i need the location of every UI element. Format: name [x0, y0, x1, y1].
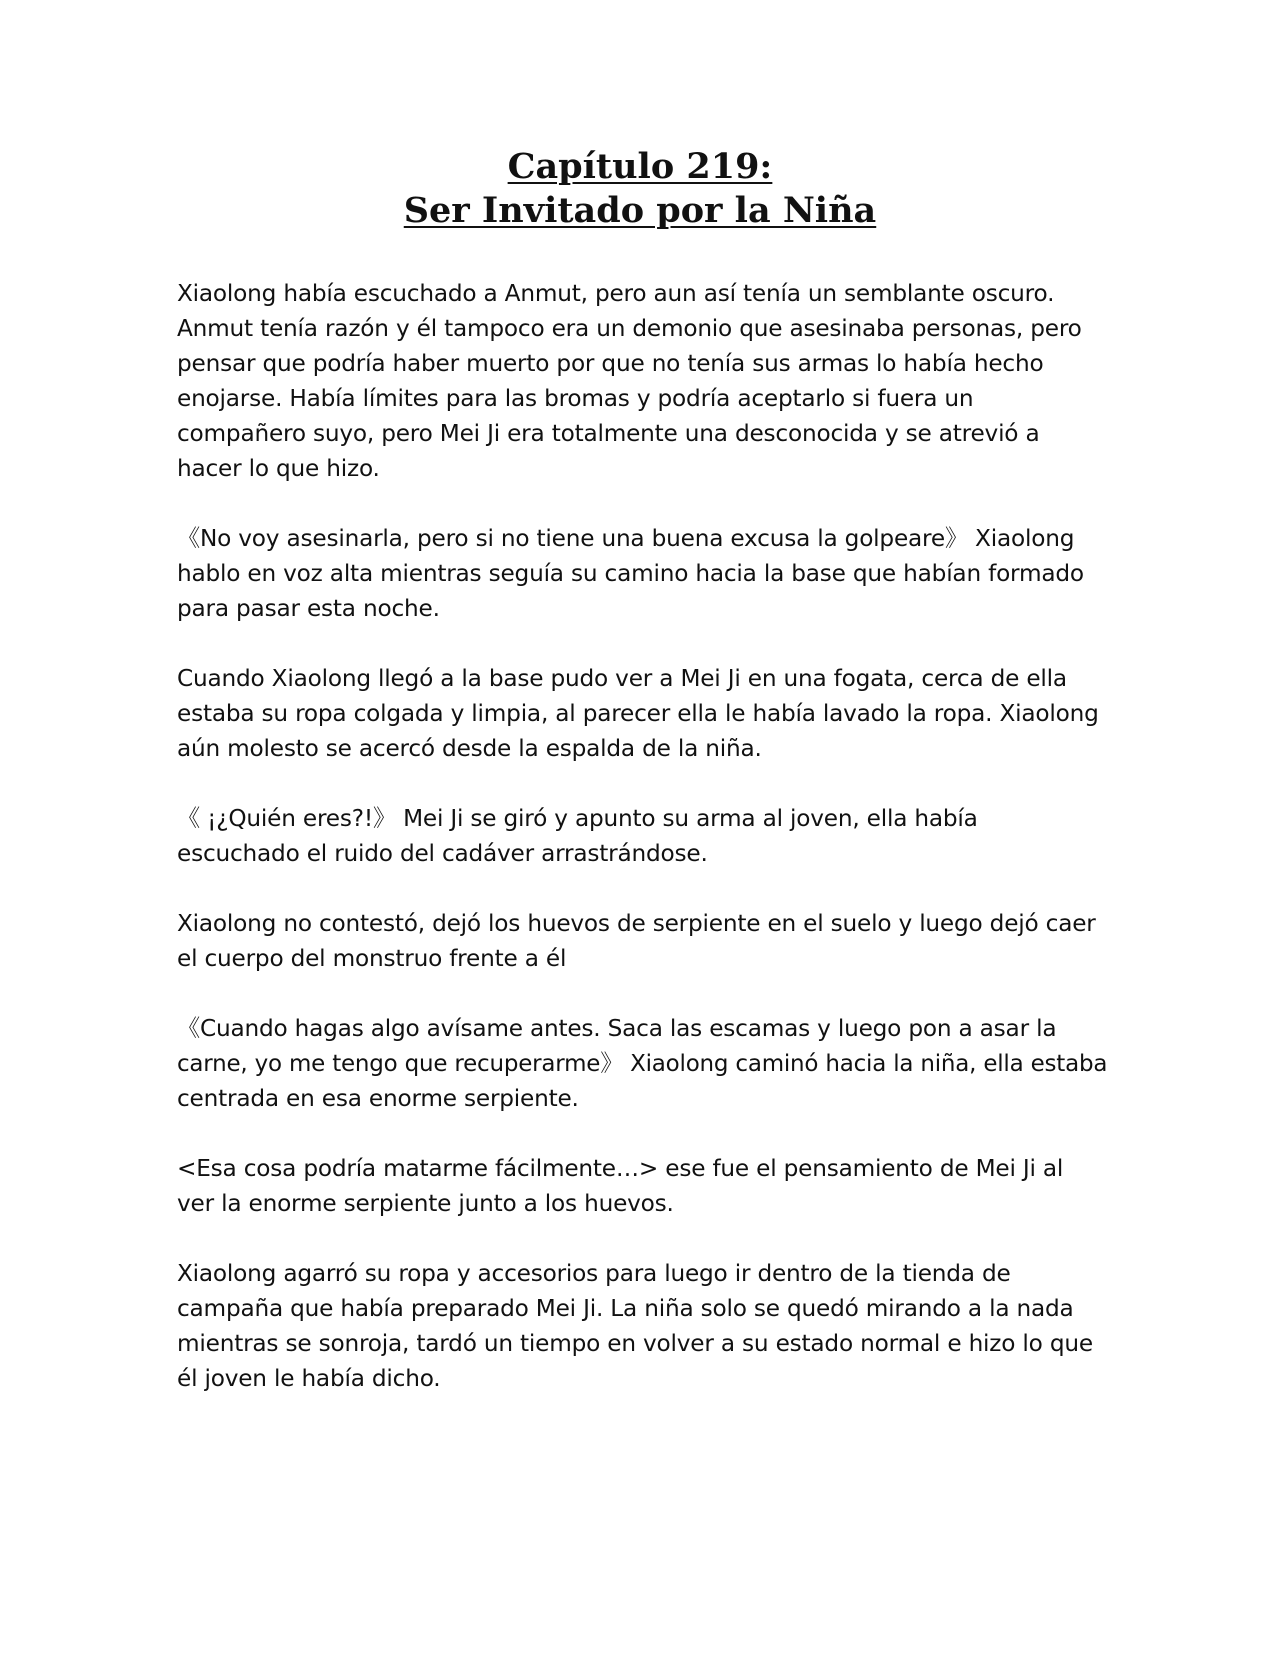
text-line: él joven le había dicho. — [177, 1365, 441, 1392]
text-line: campaña que había preparado Mei Ji. La niña solo se quedó mirando a la nada — [177, 1295, 1074, 1322]
text-line: hacer lo que hizo. — [177, 455, 380, 482]
text-line: Xiaolong no contestó, dejó los huevos de serpiente en el suelo y luego dejó caer — [177, 910, 1096, 937]
text-line: para pasar esta noche. — [177, 595, 440, 622]
text-line: Xiaolong había escuchado a Anmut, pero aun así tenía un semblante oscuro. — [177, 280, 1055, 307]
paragraph-5 — [177, 906, 1107, 976]
text-line: enojarse. Había límites para las bromas y podría aceptarlo si fuera un — [177, 385, 974, 412]
paragraph-1 — [177, 276, 1107, 486]
text-line: pensar que podría haber muerto por que no tenía sus armas lo había hecho — [177, 350, 1044, 377]
text-line: hablo en voz alta mientras seguía su camino hacia la base que habían formado — [177, 560, 1084, 587]
text-line: 《Cuando hagas algo avísame antes. Saca las escamas y luego pon a asar la — [177, 1015, 1057, 1042]
text-line: escuchado el ruido del cadáver arrastrándose. — [177, 840, 708, 867]
paragraph-4 — [177, 801, 1107, 871]
text-line: ver la enorme serpiente junto a los huevos. — [177, 1190, 674, 1217]
text-line: 《No voy asesinarla, pero si no tiene una buena excusa la golpeare》 Xiaolong — [177, 525, 1075, 552]
text-line: centrada en esa enorme serpiente. — [177, 1085, 579, 1112]
text-line: Cuando Xiaolong llegó a la base pudo ver a Mei Ji en una fogata, cerca de ella — [177, 665, 1067, 692]
chapter-number: Capítulo 219: — [507, 146, 773, 187]
paragraph-7 — [177, 1151, 1107, 1221]
paragraph-2 — [177, 521, 1107, 626]
text-line: compañero suyo, pero Mei Ji era totalmente una desconocida y se atrevió a — [177, 420, 1040, 447]
chapter-name: Ser Invitado por la Niña — [403, 190, 877, 231]
paragraph-3 — [177, 661, 1107, 766]
text-line: Xiaolong agarró su ropa y accesorios para luego ir dentro de la tienda de — [177, 1260, 1011, 1287]
text-line: aún molesto se acercó desde la espalda de la niña. — [177, 735, 762, 762]
text-line: estaba su ropa colgada y limpia, al parecer ella le había lavado la ropa. Xiaolong — [177, 700, 1099, 727]
chapter-title — [0, 145, 1280, 233]
chapter-body — [177, 276, 1107, 1431]
text-line: el cuerpo del monstruo frente a él — [177, 945, 567, 972]
text-line: mientras se sonroja, tardó un tiempo en volver a su estado normal e hizo lo que — [177, 1330, 1093, 1357]
paragraph-8 — [177, 1256, 1107, 1396]
text-line: <Esa cosa podría matarme fácilmente…> ese fue el pensamiento de Mei Ji al — [177, 1155, 1064, 1182]
text-line: carne, yo me tengo que recuperarme》 Xiaolong caminó hacia la niña, ella estaba — [177, 1050, 1108, 1077]
text-line: Anmut tenía razón y él tampoco era un demonio que asesinaba personas, pero — [177, 315, 1082, 342]
text-line: 《 ¡¿Quién eres?!》 Mei Ji se giró y apunto su arma al joven, ella había — [177, 805, 978, 832]
paragraph-6 — [177, 1011, 1107, 1116]
